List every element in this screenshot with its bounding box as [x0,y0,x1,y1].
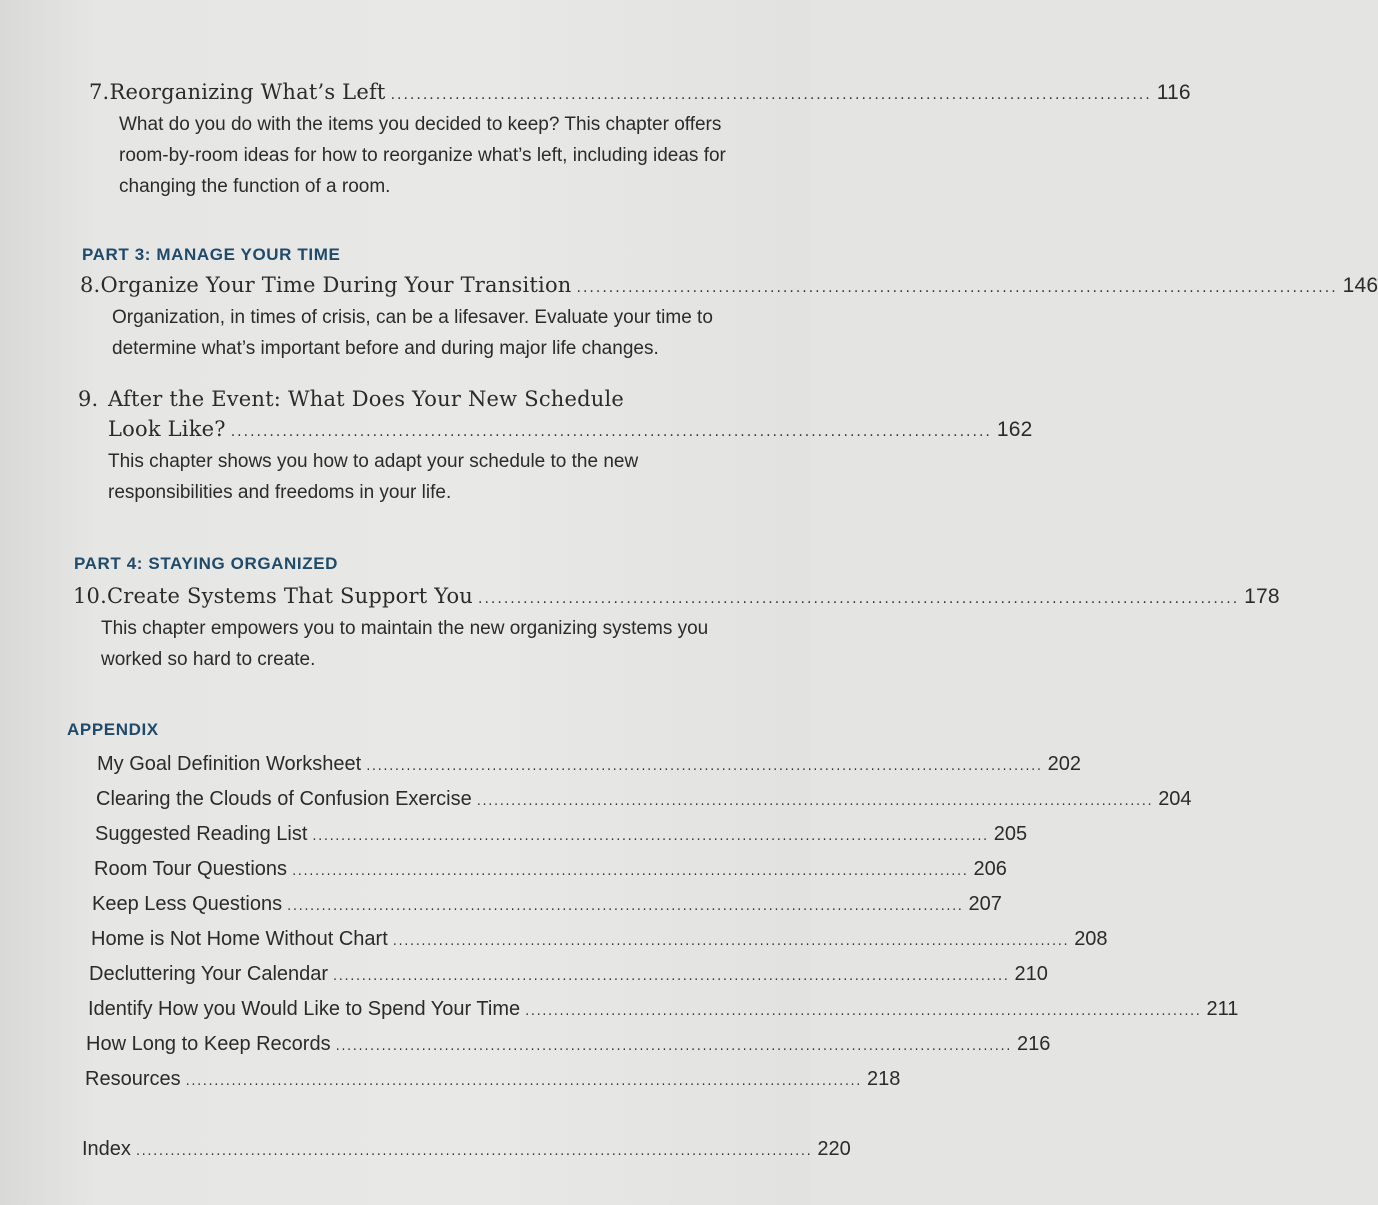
appendix-item [92,893,1002,916]
chapter-description: What do you do with the items you decided to keep? This chapter offers room-by-room ideas for how to reorganize what’s left, including ideas for changing the function of a room. [119,114,726,197]
appendix-heading: APPENDIX [67,720,159,739]
page-number: 216 [1017,1033,1051,1055]
page-number: 220 [817,1138,851,1160]
dot-leader: ...................................................................................................................... [292,864,969,879]
chapter-number: 7. [89,80,110,104]
page-number: 162 [996,418,1033,441]
chapter-9-title-line-2 [78,417,1033,442]
chapter-description: Organization, in times of crisis, can be a lifesaver. Evaluate your time to determine what’s important before and during major life changes. [112,307,713,359]
appendix-title: Suggested Reading List [95,823,308,845]
dot-leader: ...................................................................................................................... [525,1004,1202,1019]
dot-leader: ...................................................................................................................... [135,1144,813,1159]
page-number: 206 [973,858,1007,880]
appendix-title: Clearing the Clouds of Confusion Exercise [96,788,472,810]
appendix-item [86,1033,1051,1056]
page-number: 178 [1244,585,1280,608]
dot-leader: ...................................................................................................................... [230,424,992,440]
appendix-title: Resources [85,1068,181,1090]
dot-leader: ...................................................................................................................... [335,1039,1013,1054]
page-number: 208 [1074,928,1108,950]
appendix-item [96,788,1192,811]
chapter-title: Organize Your Time During Your Transition [100,273,572,297]
appendix-item [94,858,1007,881]
appendix-item [85,1068,901,1091]
dot-leader: ...................................................................................................................... [312,829,989,844]
chapter-10-title-line [73,584,1280,609]
chapter-8 [80,273,1378,364]
chapter-number: 9. [78,387,99,411]
appendix-item [97,753,1081,776]
appendix-item [95,823,1028,846]
chapter-7 [89,80,1191,202]
chapter-title: Reorganizing What’s Left [109,80,386,104]
appendix-item [89,963,1048,986]
part-3-heading: PART 3: MANAGE YOUR TIME [82,245,341,264]
page-number: 205 [993,823,1028,845]
dot-leader: ...................................................................................................................... [476,794,1154,809]
dot-leader: ...................................................................................................................... [478,591,1240,607]
part-4-heading: PART 4: STAYING ORGANIZED [74,554,339,573]
page-number: 211 [1206,998,1239,1020]
chapter-8-title-line [80,273,1378,298]
chapter-10 [73,584,1280,675]
appendix-title: Decluttering Your Calendar [89,963,329,985]
chapter-9 [78,387,1033,508]
page-number: 210 [1014,963,1048,985]
page-number: 204 [1158,788,1192,810]
dot-leader: ...................................................................................................................... [333,969,1010,984]
appendix-title: How Long to Keep Records [86,1033,331,1055]
dot-leader: ...................................................................................................................... [185,1074,863,1089]
chapter-7-title-line [89,80,1191,105]
appendix-title: Home is Not Home Without Chart [91,928,388,950]
chapter-description: This chapter shows you how to adapt your schedule to the new responsibilities and freedoms in your life. [108,451,639,503]
chapter-title-continued: Look Like? [108,417,226,441]
appendix-title: Room Tour Questions [94,858,288,880]
page-number: 146 [1342,274,1378,297]
dot-leader: ...................................................................................................................... [287,899,964,914]
dot-leader: ...................................................................................................................... [366,759,1043,774]
page-number: 218 [867,1068,901,1090]
dot-leader: ...................................................................................................................... [390,87,1152,103]
chapter-number: 8. [80,273,101,297]
appendix-title: Keep Less Questions [92,893,283,915]
appendix-item [91,928,1108,951]
appendix-title: My Goal Definition Worksheet [97,753,362,775]
appendix-item [88,998,1239,1021]
index-title: Index [82,1138,131,1160]
chapter-description: This chapter empowers you to maintain the new organizing systems you worked so hard to create. [101,618,709,670]
page-number: 116 [1156,81,1191,104]
index-entry [82,1138,851,1161]
chapter-title: After the Event: What Does Your New Schedule [108,387,625,411]
chapter-9-title-line-1 [78,387,746,411]
page-number: 207 [968,893,1002,915]
dot-leader: ...................................................................................................................... [392,934,1070,949]
page-number: 202 [1047,753,1081,775]
appendix-title: Identify How you Would Like to Spend Your Time [88,998,521,1020]
chapter-title: Create Systems That Support You [107,584,474,608]
dot-leader: ...................................................................................................................... [576,280,1338,296]
chapter-number: 10. [73,584,107,608]
